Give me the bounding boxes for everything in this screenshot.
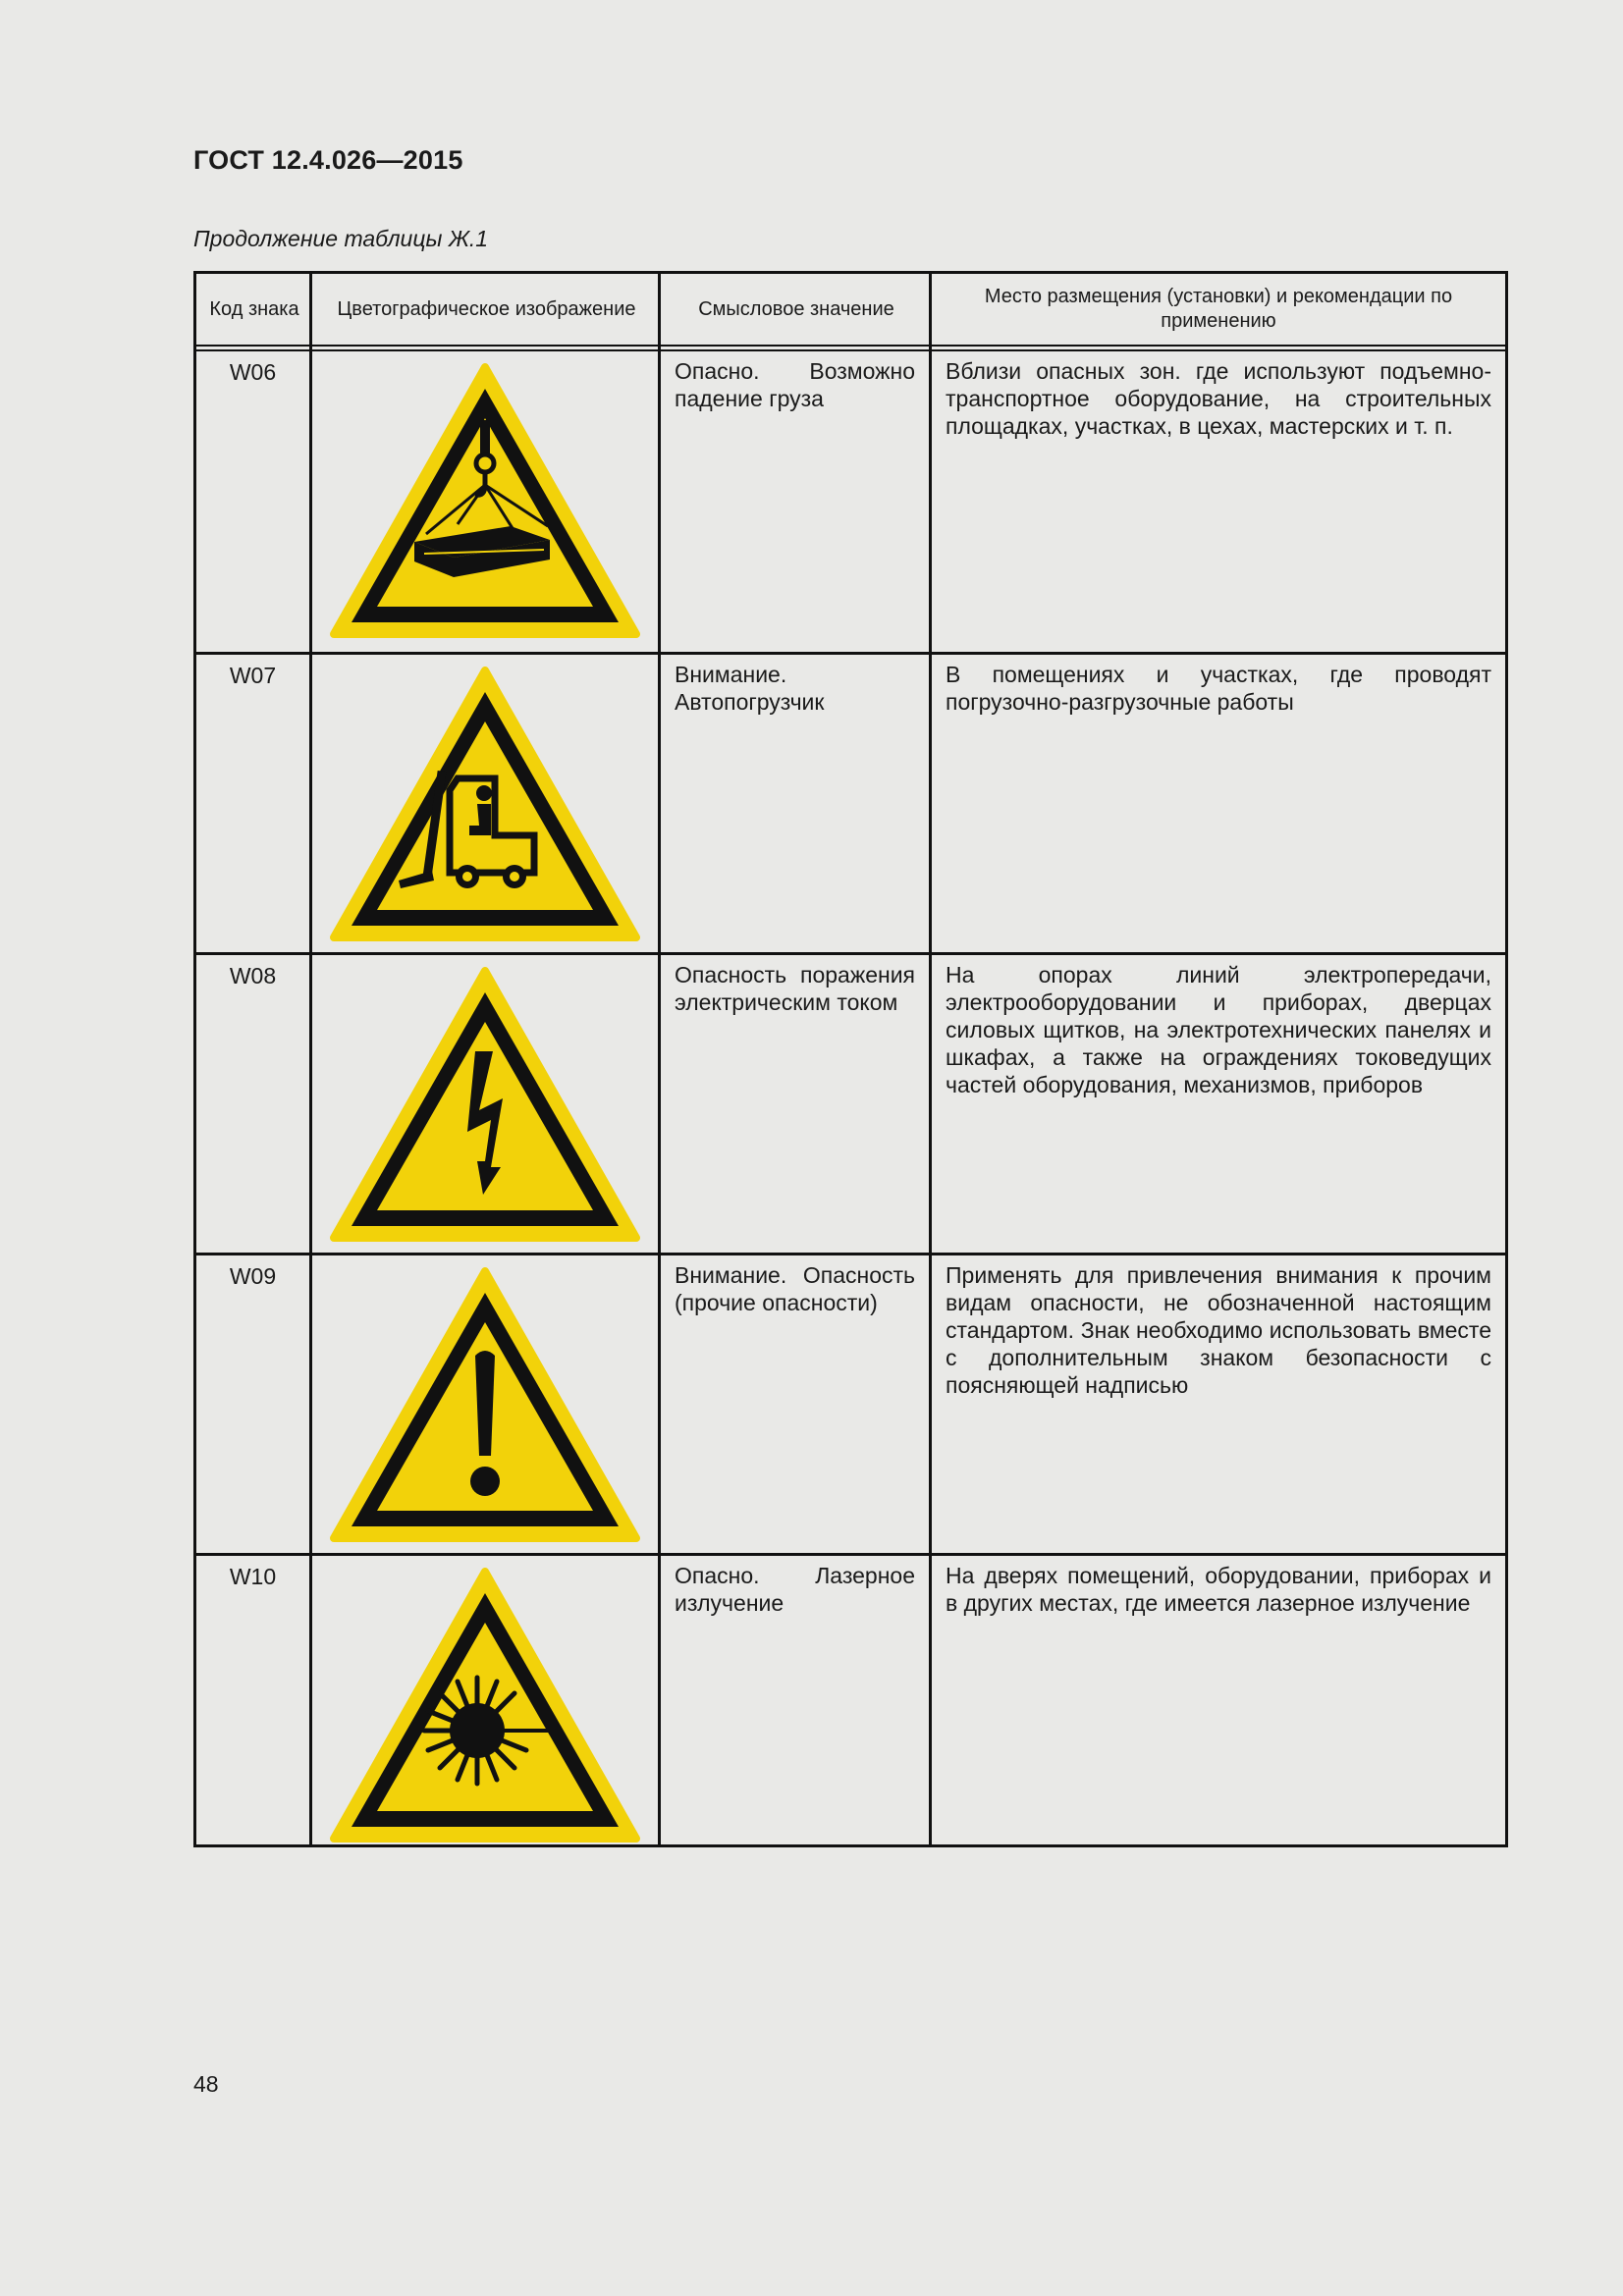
column-header-placement: Место размещения (установки) и рекомендации по применению <box>984 286 1453 332</box>
sign-placement: На дверях помещений, оборудовании, приборах и в других местах, где имеется лазерное излучение <box>946 1563 1491 1616</box>
sign-image <box>312 1255 658 1553</box>
sign-placement: Применять для привлечения внимания к прочим видам опасности, не обозначенной настоящим стандартом. Знак необходимо использовать вместе с дополнительным знаком безопасности с поясняющей надписью <box>946 1262 1491 1398</box>
table-row <box>196 1253 1505 1553</box>
table-row <box>196 652 1505 952</box>
table-row <box>196 952 1505 1253</box>
falling-load-warning-icon <box>330 359 640 638</box>
general-warning-icon <box>330 1263 640 1542</box>
sign-meaning: Внимание. Автопогрузчик <box>675 662 825 715</box>
column-header-code: Код знака <box>209 297 299 320</box>
sign-image <box>312 655 658 952</box>
laser-radiation-warning-icon <box>330 1564 640 1842</box>
sign-image <box>312 1556 658 1853</box>
sign-code: W10 <box>229 1564 277 1589</box>
sign-code: W08 <box>229 963 277 988</box>
sign-code: W06 <box>229 359 277 385</box>
table-caption: Продолжение таблицы Ж.1 <box>193 226 489 251</box>
table-header-row <box>196 274 1505 345</box>
electric-shock-warning-icon <box>330 963 640 1242</box>
sign-image <box>312 955 658 1253</box>
page-number: 48 <box>193 2071 219 2097</box>
column-header-meaning: Смысловое значение <box>698 297 894 320</box>
sign-code: W07 <box>229 663 277 688</box>
sign-meaning: Опасно. Лазерное излучение <box>675 1563 915 1616</box>
document-header: ГОСТ 12.4.026—2015 <box>193 145 463 175</box>
sign-meaning: Внимание. Опасность (прочие опасности) <box>675 1262 915 1315</box>
forklift-warning-icon <box>330 663 640 941</box>
sign-image <box>312 351 658 652</box>
table-row <box>196 351 1505 652</box>
sign-code: W09 <box>229 1263 277 1289</box>
signs-table <box>193 271 1508 1847</box>
header-separator <box>196 345 1505 351</box>
sign-placement: На опорах линий электропередачи, электрооборудовании и приборах, дверцах силовых щитков, на электротехнических панелях и шкафах, а также на ограждениях токоведущих частей оборудования, механизмов, приборов <box>946 962 1491 1097</box>
table-row <box>196 1553 1505 1853</box>
sign-meaning: Опасно. Возможно падение груза <box>675 358 915 411</box>
sign-placement: Вблизи опасных зон. где используют подъемно-транспортное оборудование, на строительных площадках, участках, в цехах, мастерских и т. п. <box>946 358 1491 439</box>
sign-placement: В помещениях и участках, где проводят погрузочно-разгрузочные работы <box>946 662 1491 715</box>
column-header-image: Цветографическое изображение <box>337 297 636 320</box>
sign-meaning: Опасность поражения электрическим током <box>675 962 915 1015</box>
